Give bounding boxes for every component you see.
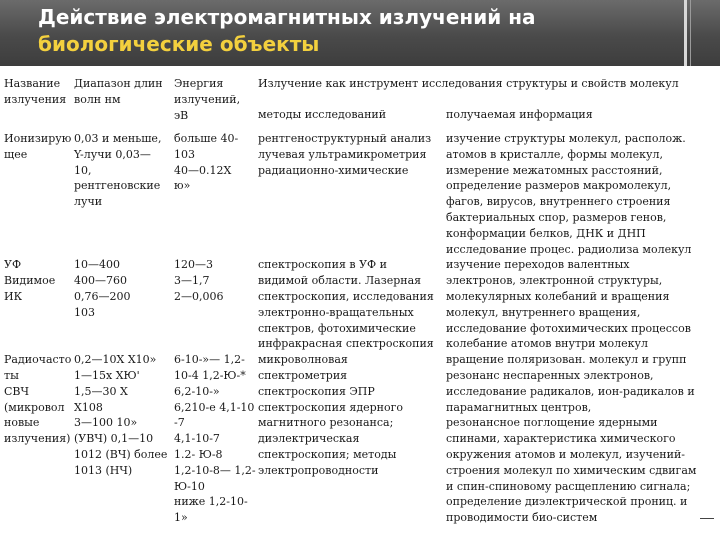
table-cell-line: 0,03 и меньше, — [74, 132, 162, 145]
table-cell-line: рентгеновские — [74, 179, 161, 193]
header-cell: излучения — [4, 92, 67, 106]
table-cell-line: резонансное поглощение ядерными — [446, 416, 658, 430]
banner-divider — [684, 0, 687, 66]
table-cell-line: 10-4 1,2-Ю-* — [174, 368, 246, 382]
table-cell-line: спектроскопия ядерного — [258, 400, 403, 414]
table-cell-line — [4, 226, 74, 242]
table-cell-line — [4, 210, 74, 226]
table-cell-line: 1,5—30 X — [74, 384, 128, 398]
table-cell-line — [74, 321, 174, 337]
table-cell-line: измерение межатомных расстояний, — [446, 163, 663, 177]
table-cell-line — [258, 194, 444, 210]
table-cell-line: Ионизирую — [4, 132, 72, 145]
table-cell-line: спектроскопия в УФ и — [258, 258, 387, 272]
table-cell-line: радиационно-химические — [258, 163, 409, 177]
table-cell-line — [74, 226, 174, 242]
table-cell-line — [4, 194, 74, 210]
table-cell-line — [174, 210, 258, 226]
table-cell-line — [74, 210, 174, 226]
table-cell-line: 2—0,006 — [174, 289, 224, 303]
table-cell-line: изучение переходов валентных — [446, 258, 630, 272]
table-cell-line: исследование процес. радиолиза молекул — [446, 242, 692, 256]
table-cell-line: бактериальных спор, размеров генов, — [446, 210, 667, 224]
table-cell-line: (УВЧ) 0,1—10 — [74, 432, 154, 446]
column-radiation-names — [4, 131, 74, 447]
table-cell-line — [4, 336, 74, 352]
table-cell-line: спинами, характеристика химического — [446, 432, 676, 446]
table-cell-line: лучевая ультрамикрометрия — [258, 147, 427, 161]
table-cell-line — [258, 210, 444, 226]
table-cell-line — [4, 163, 74, 179]
table-cell-line — [258, 242, 444, 258]
table-cell-line: щее — [4, 147, 28, 161]
table-cell-line: лучи — [74, 195, 103, 209]
table-cell-line: 1.2- Ю-8 — [174, 447, 223, 461]
table-cell-line: 103 — [174, 147, 195, 161]
slide-title-line1: Действие электромагнитных излучений на — [38, 5, 536, 29]
table-cell-line: 0,2—10X X10» — [74, 353, 157, 367]
table-cell-line: парамагнитных центров, — [446, 400, 592, 414]
table-cell-line — [4, 321, 74, 337]
table-cell-line — [74, 242, 174, 258]
header-cell: эВ — [174, 108, 189, 122]
header-cell: Диапазон длин — [74, 77, 163, 90]
header-instrument: Излучение как инструмент исследования структуры и свойств молекул — [258, 77, 679, 90]
table-cell-line: и спин-спиновому расщеплению сигнала; — [446, 479, 691, 493]
table-cell-line — [74, 336, 174, 352]
column-energies — [174, 131, 258, 526]
table-cell-line: микроволновая — [258, 353, 348, 367]
table-cell-line: магнитного резонанса; — [258, 416, 394, 430]
header-cell: излучений, — [174, 92, 241, 106]
header-information: получаемая информация — [446, 108, 593, 121]
table-cell-line: 4,1-10-7 — [174, 432, 220, 446]
slide-title-line2: биологические объекты — [38, 32, 320, 56]
table-cell-line: -7 — [174, 416, 185, 430]
table-cell-line: исследование радикалов, ион-радикалов и — [446, 384, 695, 398]
table-cell-line: резонанс неспаренных электронов, — [446, 368, 654, 382]
header-wavelength — [74, 76, 174, 108]
table-cell-line: фагов, вирусов, внутреннего строения — [446, 195, 671, 209]
table-cell-line: больше 40- — [174, 132, 239, 145]
table-cell-line: электропроводности — [258, 463, 379, 477]
table-cell-line: X108 — [74, 400, 103, 414]
table-cell-line: 0,76—200 — [74, 289, 131, 303]
table-cell-line — [174, 336, 258, 352]
table-cell-line: 1—15x XЮ' — [74, 368, 140, 382]
table-cell-line — [258, 178, 444, 194]
table-cell-line: ИК — [4, 289, 23, 303]
table-cell-line: Ю-10 — [174, 479, 205, 493]
table-cell-line: 10, — [74, 163, 92, 177]
banner-divider-thin — [690, 0, 691, 66]
table-cell-line: 120—3 — [174, 258, 213, 272]
table-cell-line — [258, 226, 444, 242]
table-cell-line: атомов в кристалле, формы молекул, — [446, 147, 663, 161]
column-wavelengths — [74, 131, 174, 479]
table-cell-line: ю» — [174, 179, 191, 193]
table-cell-line: Видимое — [4, 274, 56, 288]
table-cell-line — [174, 321, 258, 337]
table-cell-line — [4, 305, 74, 321]
table-cell-line: 6,210-e 4,1-10 — [174, 400, 255, 414]
table-cell-line: проводимости био-систем — [446, 511, 598, 525]
table-cell-line: Y-лучи 0,03— — [74, 147, 151, 161]
table-cell-line: окружения атомов и молекул, изучений- — [446, 447, 686, 461]
table-cell-line: 1012 (ВЧ) более — [74, 447, 168, 461]
table-cell-line: излучения) — [4, 432, 71, 446]
table-cell-line: 1013 (НЧ) — [74, 463, 133, 477]
table-cell-line: электронно-вращательных — [258, 305, 414, 319]
table-cell-line: СВЧ — [4, 384, 30, 398]
table-cell-line: 103 — [74, 305, 95, 319]
table-cell-line: (микровол — [4, 400, 65, 414]
table-cell-line: определение диэлектрической прониц. и — [446, 495, 688, 509]
table-cell-line: 6-10-»— 1,2- — [174, 353, 245, 367]
table-cell-line: 10—400 — [74, 258, 120, 272]
table-cell-line: электронов, электронной структуры, — [446, 274, 663, 288]
table-cell-line — [174, 194, 258, 210]
header-methods: методы исследований — [258, 108, 387, 121]
table-cell-line: спектров, фотохимические — [258, 321, 416, 335]
table-cell-line: строения молекул по химическим сдвигам — [446, 463, 697, 477]
table-cell-line: конформации белков, ДНК и ДНП — [446, 226, 646, 240]
table-cell-line: колебание атомов внутри молекул — [446, 337, 648, 351]
table-cell-line: спектроскопия; методы — [258, 447, 397, 461]
table-cell-line: инфракрасная спектроскопия — [258, 337, 434, 351]
header-cell: Энергия — [174, 77, 224, 90]
table-cell-line: спектроскопия ЭПР — [258, 384, 375, 398]
table-cell-line — [4, 178, 74, 194]
header-radiation-name — [4, 76, 74, 108]
header-cell: волн нм — [74, 92, 121, 106]
table-cell-line: диэлектрическая — [258, 432, 360, 446]
table-cell-line: молекул, внутреннего вращения, — [446, 305, 641, 319]
table-cell-line: 3—1,7 — [174, 274, 210, 288]
column-information — [446, 131, 716, 526]
table-cell-line — [174, 242, 258, 258]
table-cell-line: определение размеров макромолекул, — [446, 179, 672, 193]
table-cell-line: исследование фотохимических процессов — [446, 321, 691, 335]
table-cell-line: ниже 1,2-10- — [174, 495, 248, 509]
column-methods — [258, 131, 444, 479]
table-cell-line: спектроскопия, исследования — [258, 289, 434, 303]
table-cell-line: вращение поляризован. молекул и групп — [446, 353, 687, 367]
table-cell-line — [174, 226, 258, 242]
table-cell-line: 3—100 10» — [74, 416, 138, 430]
table-cell-line — [174, 305, 258, 321]
table-cell-line: 6,2-10-» — [174, 384, 220, 398]
corner-line — [700, 518, 714, 519]
radiation-table — [0, 76, 720, 540]
table-cell-line: спектрометрия — [258, 368, 348, 382]
header-cell: Название — [4, 77, 61, 90]
table-cell-line: молекулярных колебаний и вращения — [446, 289, 670, 303]
title-banner — [0, 0, 720, 66]
table-cell-line: 400—760 — [74, 274, 127, 288]
table-cell-line: Радиочасто — [4, 353, 72, 367]
table-cell-line: 40—0.12X — [174, 163, 232, 177]
table-cell-line: новые — [4, 416, 40, 430]
table-cell-line: УФ — [4, 258, 22, 272]
table-cell-line: изучение структуры молекул, располож. — [446, 132, 686, 145]
table-cell-line: видимой области. Лазерная — [258, 274, 422, 288]
table-cell-line — [4, 242, 74, 258]
table-cell-line: ты — [4, 368, 19, 382]
slide-title — [38, 4, 678, 58]
table-cell-line: рентгеноструктурный анализ — [258, 132, 432, 145]
table-cell-line: 1» — [174, 511, 188, 525]
table-cell-line: 1,2-10-8— 1,2- — [174, 463, 256, 477]
header-energy — [174, 76, 258, 123]
